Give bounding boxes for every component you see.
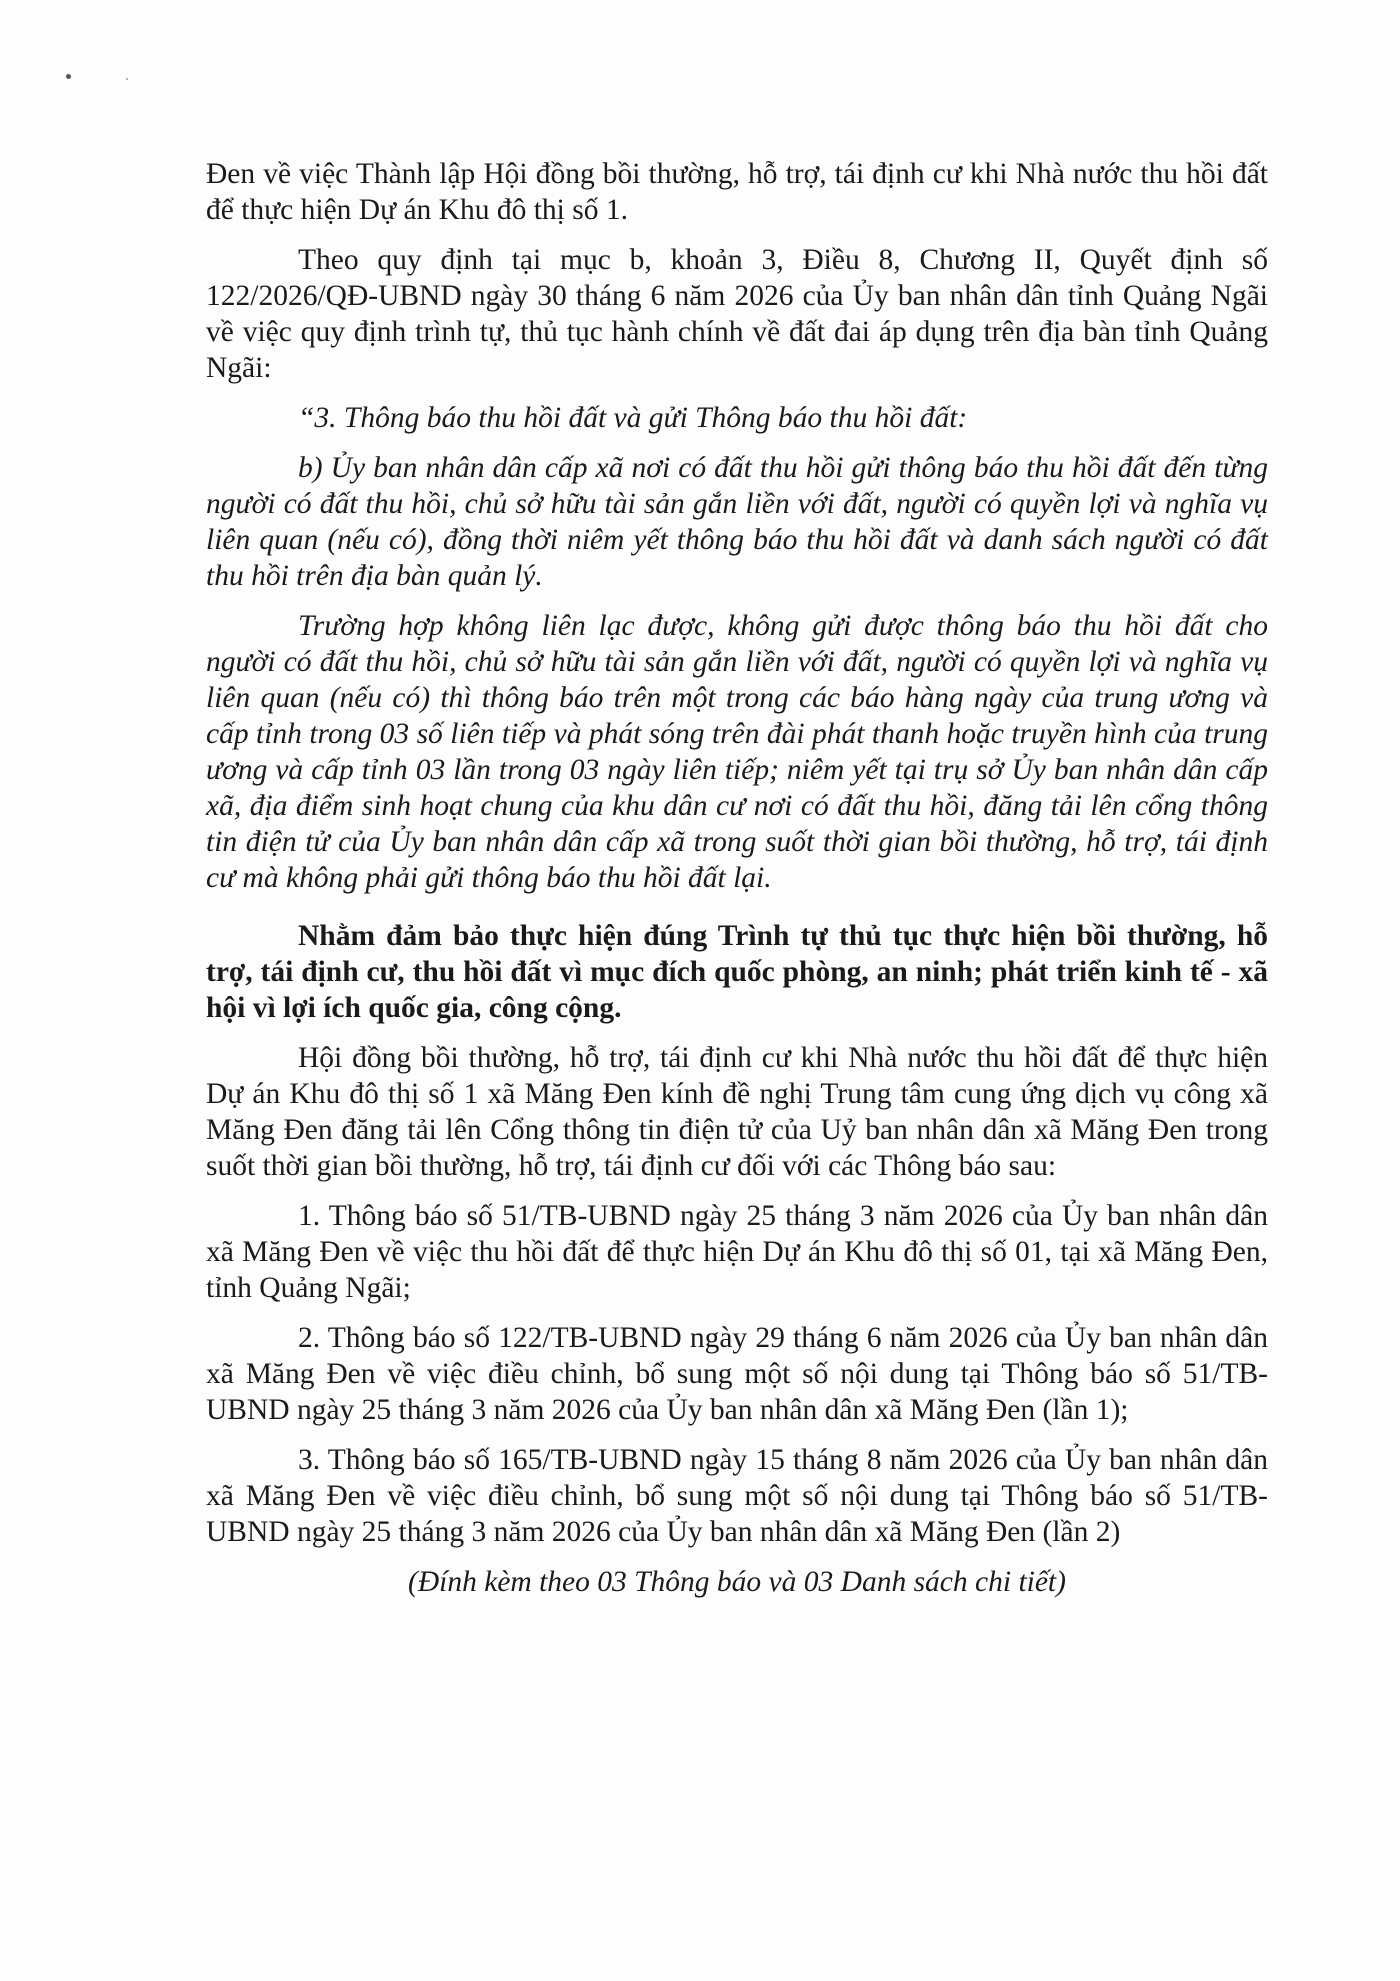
intro-continuation-paragraph: Đen về việc Thành lập Hội đồng bồi thường, hỗ trợ, tái định cư khi Nhà nước thu hồi đất để thực hiện Dự án Khu đô thị số 1.	[206, 158, 1268, 226]
quoted-clause-exception: Trường hợp không liên lạc được, không gửi được thông báo thu hồi đất cho người có đất thu hồi, chủ sở hữu tài sản gắn liền với đất, người có quyền lợi và nghĩa vụ liên quan (nếu có) thì thông báo trên một trong các báo hàng ngày của trung ương và cấp tỉnh trong 03 số liên tiếp và phát sóng trên đài phát thanh hoặc truyền hình của trung ương và cấp tỉnh 03 lần trong 03 ngày liên tiếp; niêm yết tại trụ sở Ủy ban nhân dân cấp xã, địa điểm sinh hoạt chung của khu dân cư nơi có đất thu hồi, đăng tải lên cổng thông tin điện tử của Ủy ban nhân dân cấp xã trong suốt thời gian bồi thường, hỗ trợ, tái định cư mà không phải gửi thông báo thu hồi đất lại.	[206, 610, 1268, 894]
document-body	[206, 156, 1268, 1614]
notice-list-item: 2. Thông báo số 122/TB-UBND ngày 29 tháng 6 năm 2026 của Ủy ban nhân dân xã Măng Đen về việc điều chỉnh, bổ sung một số nội dung tại Thông báo số 51/TB-UBND ngày 25 tháng 3 năm 2026 của Ủy ban nhân dân xã Măng Đen (lần 1);	[206, 1322, 1268, 1426]
purpose-statement: Nhằm đảm bảo thực hiện đúng Trình tự thủ tục thực hiện bồi thường, hỗ trợ, tái định cư, thu hồi đất vì mục đích quốc phòng, an ninh; phát triển kinh tế - xã hội vì lợi ích quốc gia, công cộng.	[206, 920, 1268, 1024]
notice-list-item: 1. Thông báo số 51/TB-UBND ngày 25 tháng 3 năm 2026 của Ủy ban nhân dân xã Măng Đen về việc thu hồi đất để thực hiện Dự án Khu đô thị số 01, tại xã Măng Đen, tỉnh Quảng Ngãi;	[206, 1200, 1268, 1304]
notice-list-item: 3. Thông báo số 165/TB-UBND ngày 15 tháng 8 năm 2026 của Ủy ban nhân dân xã Măng Đen về việc điều chỉnh, bổ sung một số nội dung tại Thông báo số 51/TB-UBND ngày 25 tháng 3 năm 2026 của Ủy ban nhân dân xã Măng Đen (lần 2)	[206, 1444, 1268, 1548]
attachment-note: (Đính kèm theo 03 Thông báo và 03 Danh sách chi tiết)	[408, 1566, 1066, 1598]
regulation-reference-paragraph: Theo quy định tại mục b, khoản 3, Điều 8, Chương II, Quyết định số 122/2026/QĐ-UBND ngày 30 tháng 6 năm 2026 của Ủy ban nhân dân tỉnh Quảng Ngãi về việc quy định trình tự, thủ tục hành chính về đất đai áp dụng trên địa bàn tỉnh Quảng Ngãi:	[206, 244, 1268, 384]
request-paragraph: Hội đồng bồi thường, hỗ trợ, tái định cư khi Nhà nước thu hồi đất để thực hiện Dự án Khu đô thị số 1 xã Măng Đen kính đề nghị Trung tâm cung ứng dịch vụ công xã Măng Đen đăng tải lên Cổng thông tin điện tử của Uỷ ban nhân dân xã Măng Đen trong suốt thời gian bồi thường, hỗ trợ, tái định cư đối với các Thông báo sau:	[206, 1042, 1268, 1182]
quoted-clause-heading: “3. Thông báo thu hồi đất và gửi Thông báo thu hồi đất:	[298, 402, 968, 434]
scan-artifact-dot	[126, 78, 128, 80]
quoted-clause-b: b) Ủy ban nhân dân cấp xã nơi có đất thu hồi gửi thông báo thu hồi đất đến từng người có đất thu hồi, chủ sở hữu tài sản gắn liền với đất, người có quyền lợi và nghĩa vụ liên quan (nếu có), đồng thời niêm yết thông báo thu hồi đất và danh sách người có đất thu hồi trên địa bàn quản lý.	[206, 452, 1268, 592]
scan-artifact-dot	[66, 74, 71, 79]
